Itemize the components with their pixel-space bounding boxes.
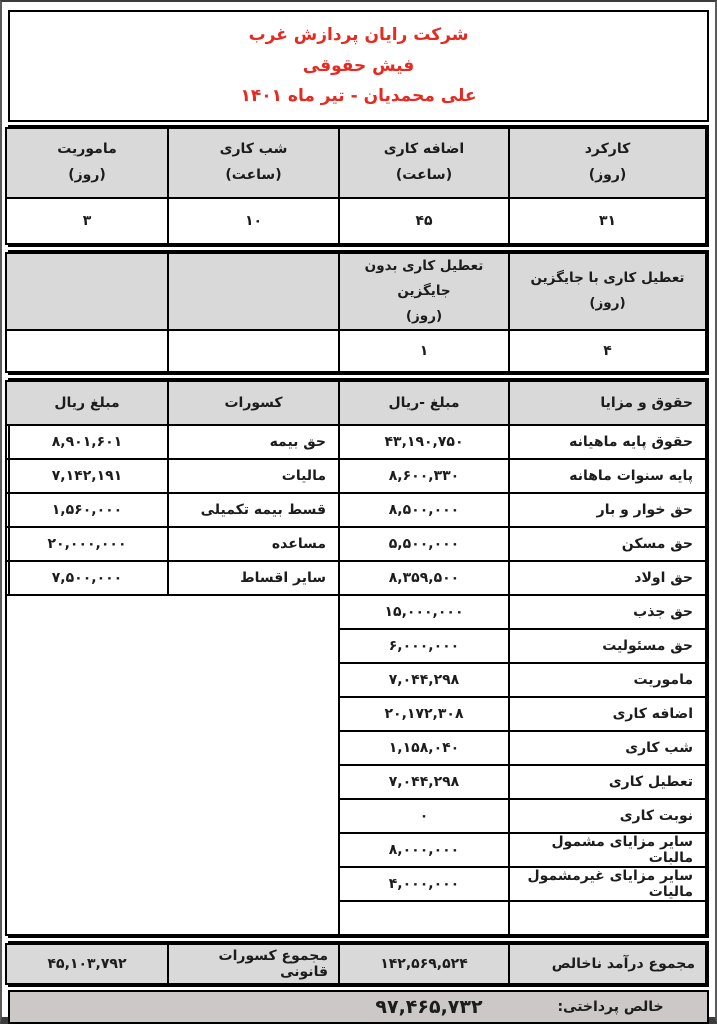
holiday-header-with-substitute: [509, 253, 706, 330]
earning-amount: ۸,۶۰۰,۳۳۰: [339, 459, 509, 493]
gross-income-amount: ۱۴۲,۵۶۹,۵۲۴: [339, 944, 509, 984]
holiday-value-without-substitute: ۱: [339, 330, 509, 372]
earning-label: حق اولاد: [509, 561, 706, 595]
earning-label: ماموریت: [509, 663, 706, 697]
deductions-empty-area: [6, 595, 339, 935]
employee-period: علی محمدیان - تیر ماه ۱۴۰۱: [240, 86, 477, 107]
worklog-header-overtime: [339, 128, 509, 198]
deduction-amount: ۲۰,۰۰۰,۰۰۰: [6, 527, 168, 561]
earning-label: سایر مزایای غیرمشمول مالیات: [509, 867, 706, 901]
salary-row: [6, 527, 706, 561]
earning-label: اضافه کاری: [509, 697, 706, 731]
earning-amount: ۴,۰۰۰,۰۰۰: [339, 867, 509, 901]
holiday-header-empty-2: [6, 253, 168, 330]
earning-amount: ۵,۵۰۰,۰۰۰: [339, 527, 509, 561]
net-pay-label: خالص پرداختی:: [557, 998, 664, 1015]
earning-amount: ۸,۰۰۰,۰۰۰: [339, 833, 509, 867]
earning-amount: ۶,۰۰۰,۰۰۰: [339, 629, 509, 663]
deduction-label: مساعده: [168, 527, 339, 561]
earning-amount: ۷,۰۴۴,۲۹۸: [339, 765, 509, 799]
earning-amount: ۴۳,۱۹۰,۷۵۰: [339, 425, 509, 459]
worklog-value-overtime: ۴۵: [339, 198, 509, 244]
salary-table: [5, 380, 707, 936]
worklog-table: [5, 127, 707, 245]
earning-label: حقوق پایه ماهیانه: [509, 425, 706, 459]
salary-row: [6, 493, 706, 527]
col-label: ماموریت: [57, 141, 117, 158]
earning-amount: ۸,۵۰۰,۰۰۰: [339, 493, 509, 527]
total-deductions-label: مجموع کسورات قانونی: [168, 944, 339, 984]
holiday-section: [8, 250, 709, 375]
deduction-label: قسط بیمه تکمیلی: [168, 493, 339, 527]
totals-table: [5, 943, 707, 985]
salary-header-row: [6, 381, 706, 425]
earning-label: سایر مزایای مشمول مالبات: [509, 833, 706, 867]
holiday-header-without-substitute: [339, 253, 509, 330]
col-label: تعطیل کاری بدون جایگزین: [364, 258, 484, 299]
worklog-header-row: [6, 128, 706, 198]
earning-amount: ۲۰,۱۷۲,۳۰۸: [339, 697, 509, 731]
earning-amount: [339, 901, 509, 935]
worklog-value-mission: ۳: [6, 198, 168, 244]
earning-label: پایه سنوات ماهانه: [509, 459, 706, 493]
earning-label: حق جذب: [509, 595, 706, 629]
worklog-header-mission: [6, 128, 168, 198]
salary-header-earnings: حقوق و مزایا: [509, 381, 706, 425]
holiday-value-empty-2: [6, 330, 168, 372]
holiday-value-with-substitute: ۴: [509, 330, 706, 372]
deduction-amount: ۱,۵۶۰,۰۰۰: [6, 493, 168, 527]
holiday-header-row: [6, 253, 706, 330]
col-unit: (روز): [405, 307, 443, 324]
holiday-table: [5, 252, 707, 373]
col-label: اضافه کاری: [383, 141, 465, 158]
col-label: کارکرد: [584, 141, 631, 158]
worklog-value-workdays: ۳۱: [509, 198, 706, 244]
salary-row: [6, 595, 706, 629]
salary-header-deduction-amount: مبلغ ریال: [6, 381, 168, 425]
col-unit: (روز): [588, 167, 627, 183]
salary-header-earning-amount: مبلغ -ریال: [339, 381, 509, 425]
deduction-label: مالیات: [168, 459, 339, 493]
earning-label: تعطیل کاری: [509, 765, 706, 799]
deduction-label: سایر اقساط: [168, 561, 339, 595]
salary-row: [6, 459, 706, 493]
gross-income-label: مجموع درآمد ناخالص: [509, 944, 706, 984]
earning-label: نوبت کاری: [509, 799, 706, 833]
deduction-amount: ۷,۱۴۲,۱۹۱: [6, 459, 168, 493]
earning-label: حق مسئولیت: [509, 629, 706, 663]
company-name: شرکت رایان پردازش غرب: [248, 25, 469, 46]
earning-amount: ۸,۳۵۹,۵۰۰: [339, 561, 509, 595]
col-unit: (ساعت): [395, 167, 453, 183]
net-pay-amount: ۹۷,۴۶۵,۷۳۲: [375, 995, 483, 1018]
worklog-value-nightwork: ۱۰: [168, 198, 339, 244]
earning-amount: ۱,۱۵۸,۰۴۰: [339, 731, 509, 765]
payslip-title: فیش حقوقی: [302, 55, 415, 76]
totals-row: [6, 944, 706, 984]
worklog-header-workdays: [509, 128, 706, 198]
earning-amount: ۷,۰۴۴,۲۹۸: [339, 663, 509, 697]
col-unit: (روز): [68, 167, 106, 183]
salary-header-deductions: کسورات: [168, 381, 339, 425]
net-pay-section: [8, 990, 709, 1024]
earning-amount: ۰: [339, 799, 509, 833]
payslip-sheet: [2, 2, 715, 1031]
earning-label: حق مسکن: [509, 527, 706, 561]
deduction-amount: ۷,۵۰۰,۰۰۰: [6, 561, 168, 595]
salary-section: [8, 378, 709, 938]
salary-row: [6, 425, 706, 459]
worklog-header-nightwork: [168, 128, 339, 198]
totals-section: [8, 941, 709, 987]
col-unit: (روز): [589, 295, 626, 312]
col-label: شب کاری: [219, 141, 288, 158]
holiday-header-empty-1: [168, 253, 339, 330]
earning-label: حق خوار و بار: [509, 493, 706, 527]
col-unit: (ساعت): [225, 167, 282, 183]
holiday-value-empty-1: [168, 330, 339, 372]
worklog-section: [8, 125, 709, 247]
deduction-label: حق بیمه: [168, 425, 339, 459]
worklog-value-row: [6, 198, 706, 244]
salary-row: [6, 561, 706, 595]
earning-label: [509, 901, 706, 935]
salary-table-body: [6, 425, 706, 935]
col-label: تعطیل کاری با جایگزین: [530, 270, 685, 287]
payslip-header: [8, 10, 709, 122]
holiday-value-row: [6, 330, 706, 372]
total-deductions-amount: ۴۵,۱۰۳,۷۹۲: [6, 944, 168, 984]
deduction-amount: ۸,۹۰۱,۶۰۱: [6, 425, 168, 459]
earning-label: شب کاری: [509, 731, 706, 765]
earning-amount: ۱۵,۰۰۰,۰۰۰: [339, 595, 509, 629]
